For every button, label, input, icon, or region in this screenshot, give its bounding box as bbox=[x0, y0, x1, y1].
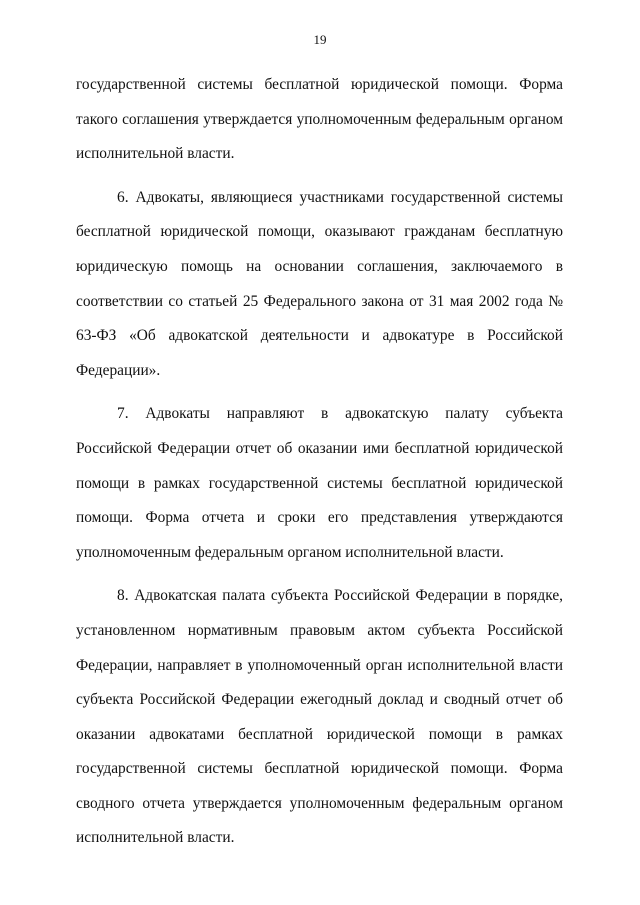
document-body bbox=[76, 68, 563, 856]
paragraph-item-6: 6. Адвокаты, являющиеся участниками государственной системы бесплатной юридической помощи, оказывают гражданам бесплатную юридическую помощь на основании соглашения, заключаемого в соответствии со статьей 25 Федерального закона от 31 мая 2002 года № 63-ФЗ «Об адвокатской деятельности и адвокатуре в Российской Федерации». bbox=[76, 188, 563, 379]
paragraph-item-7: 7. Адвокаты направляют в адвокатскую палату субъекта Российской Федерации отчет об оказании ими бесплатной юридической помощи в рамках государственной системы бесплатной юридической помощи. Форма отчета и сроки его представления утверждаются уполномоченным федеральным органом исполнительной власти. bbox=[76, 405, 563, 561]
page-number: 19 bbox=[313, 32, 327, 47]
paragraph-continuation: государственной системы бесплатной юридической помощи. Форма такого соглашения утверждается уполномоченным федеральным органом исполнительной власти. bbox=[76, 76, 563, 163]
paragraph-item-8: 8. Адвокатская палата субъекта Российской Федерации в порядке, установленном нормативным правовым актом субъекта Российской Федерации, направляет в уполномоченный орган исполнительной власти субъекта Российской Федерации ежегодный доклад и сводный отчет об оказании адвокатами бесплатной юридической помощи в рамках государственной системы бесплатной юридической помощи. Форма сводного отчета утверждается уполномоченным федеральным органом исполнительной власти. bbox=[76, 587, 563, 847]
